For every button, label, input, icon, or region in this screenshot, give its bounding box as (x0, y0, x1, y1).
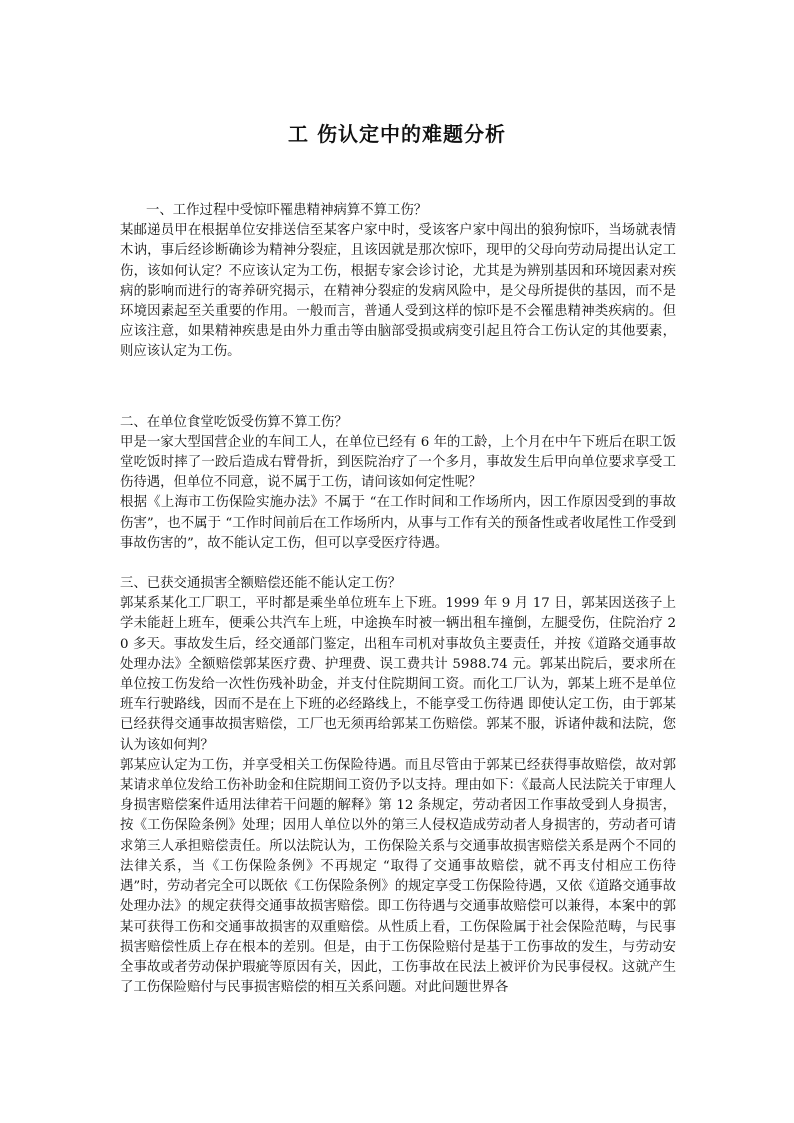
section-paragraph: 根据《上海市工伤保险实施办法》不属于 “在工作时间和工作场所内，因工作原因受到的事故伤害”，也不属于 “工作时间前后在工作场所内，从事与工作有关的预备性或者收尾性工作受到事故伤害的”，故不能认定工伤，但可以享受医疗待遇。 (120, 495, 676, 551)
section-3 (120, 574, 676, 998)
section-paragraph: 某邮递员甲在根据单位安排送信至某客户家中时，受该客户家中闯出的狼狗惊吓，当场就表情木讷，事后经诊断确诊为精神分裂症，且该因就是那次惊吓，现甲的父母向劳动局提出认定工伤，该如何认定？不应该认定为工伤，根据专家会诊讨论，尤其是为辨别基因和环境因素对疾病的影响而进行的寄养研究揭示，在精神分裂症的发病风险中，是父母所提供的基因，而不是环境因素起至关重要的作用。一般而言，普通人受到这样的惊吓是不会罹患精神类疾病的。但应该注意，如果精神疾患是由外力重击等由脑部受损或病变引起且符合工伤认定的其他要素，则应该认定为工伤。 (120, 223, 676, 360)
section-spacer (120, 554, 676, 574)
section-paragraph: 郭某系某化工厂职工，平时都是乘坐单位班车上下班。1999 年 9 月 17 日，郭某因送孩子上学未能赶上班车，便乘公共汽车上班，中途换车时被一辆出租车撞倒，左腿受伤，住院治疗 20 多天。事故发生后，经交通部门鉴定，出租车司机对事故负主要责任，并按《道路交通事故处理办法》全额赔偿郭某医疗费、护理费、误工费共计 5988.74 元。郭某出院后，要求所在单位按工伤发给一次性伤残补助金，并支付住院期间工资。而化工厂认为，郭某上班不是单位班车行驶路线，因而不是在上下班的必经路线上，不能享受工伤待遇 即使认定工伤，由于郭某已经获得交通事故损害赔偿，工厂也无须再给郭某工伤赔偿。郭某不服，诉诸仲裁和法院，您认为该如何判？ (120, 596, 676, 753)
section-paragraph: 甲是一家大型国营企业的车间工人，在单位已经有 6 年的工龄，上个月在中午下班后在职工饭堂吃饭时摔了一跤后造成右臂骨折，到医院治疗了一个多月，事故发生后甲向单位要求享受工伤待遇，但单位不同意，说不属于工伤，请问该如何定性呢？ (120, 434, 676, 491)
section-paragraph: 郭某应认定为工伤，并享受相关工伤保险待遇。而且尽管由于郭某已经获得事故赔偿，故对郭某请求单位发给工伤补助金和住院期间工资仍予以支持。理由如下：《最高人民法院关于审理人身损害赔偿案件适用法律若干问题的解释》第 12 条规定，劳动者因工作事故受到人身损害，按《工伤保险条例》处理；因用人单位以外的第三人侵权造成劳动者人身损害的，劳动者可请求第三人承担赔偿责任。所以法院认为，工伤保险关系与交通事故损害赔偿关系是两个不同的法律关系，当《工伤保险条例》不再规定 “取得了交通事故赔偿，就不再支付相应工伤待遇”时，劳动者完全可以既依《工伤保险条例》的规定享受工伤保险待遇，又依《道路交通事故处理办法》的规定获得交通事故损害赔偿。即工伤待遇与交通事故赔偿可以兼得，本案中的郭某可获得工伤和交通事故损害的双重赔偿。从性质上看，工伤保险属于社会保险范畴，与民事损害赔偿性质上存在根本的差别。但是，由于工伤保险赔付是基于工伤事故的发生，与劳动安全事故或者劳动保护瑕疵等原因有关，因此，工伤事故在民法上被评价为民事侵权。这就产生了工伤保险赔付与民事损害赔偿的相互关系问题。对此问题世界各 (120, 757, 676, 996)
section-2 (120, 413, 676, 554)
section-heading: 二、在单位食堂吃饭受伤算不算工伤？ (120, 414, 348, 430)
section-heading: 三、已获交通损害全额赔偿还能不能认定工伤？ (120, 576, 402, 592)
section-heading: 一、工作过程中受惊吓罹患精神病算不算工伤？ (146, 203, 428, 218)
document-body (120, 201, 676, 998)
page-title: 工 伤认定中的难题分析 (288, 122, 506, 146)
section-spacer (120, 363, 676, 413)
section-1 (120, 201, 676, 363)
